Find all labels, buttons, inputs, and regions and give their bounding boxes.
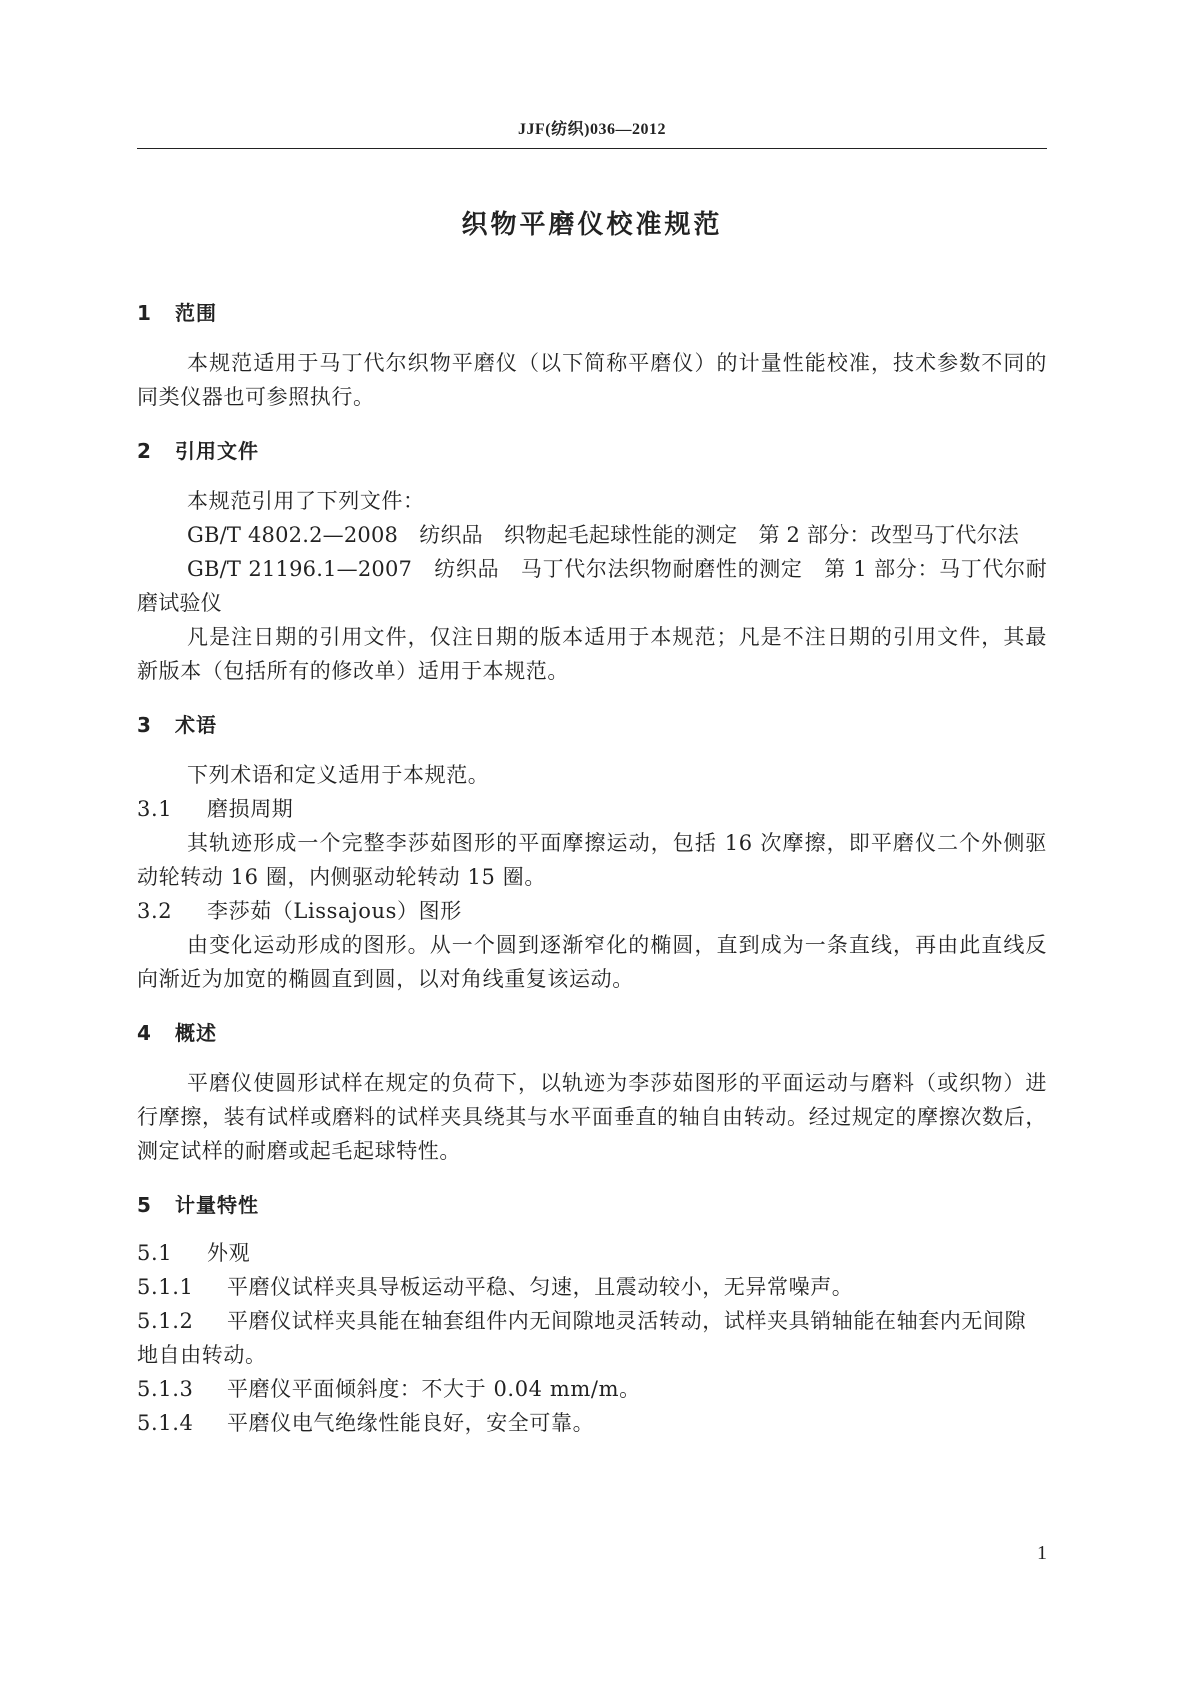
standard-code-header: JJF(纺织)036—2012 (518, 121, 666, 138)
term-title: 李莎茹（Lissajous）图形 (207, 899, 462, 923)
clause-5-1-1 (137, 1270, 1047, 1304)
section-title: 术语 (175, 713, 217, 737)
term-3-1-heading (137, 792, 1047, 826)
section-1-heading (137, 296, 1047, 330)
scope-paragraph: 本规范适用于马丁代尔织物平磨仪（以下简称平磨仪）的计量性能校准，技术参数不同的同类仪器也可参照执行。 (137, 351, 1047, 409)
clause-number: 5.1 (137, 1241, 173, 1265)
section-number: 4 (137, 1021, 152, 1045)
clause-text: 平磨仪电气绝缘性能良好，安全可靠。 (227, 1411, 595, 1435)
references-intro: 本规范引用了下列文件： (187, 489, 425, 513)
section-title: 概述 (175, 1021, 217, 1045)
clause-5-1-3 (137, 1372, 1047, 1406)
clause-5-1-4 (137, 1406, 1047, 1440)
section-number: 5 (137, 1193, 152, 1217)
term-3-1-definition: 其轨迹形成一个完整李莎茹图形的平面摩擦运动，包括 16 次摩擦，即平磨仪二个外侧驱动轮转动 16 圈，内侧驱动轮转动 15 圈。 (137, 831, 1047, 889)
section-4-heading (137, 1016, 1047, 1050)
term-3-2-definition: 由变化运动形成的图形。从一个圆到逐渐窄化的椭圆，直到成为一条直线，再由此直线反向渐近为加宽的椭圆直到圆，以对角线重复该运动。 (137, 933, 1047, 991)
clause-number: 3.1 (137, 797, 173, 821)
section-5-heading (137, 1188, 1047, 1222)
section-number: 3 (137, 713, 152, 737)
clause-text: 平磨仪试样夹具能在轴套组件内无间隙地灵活转动，试样夹具销轴能在轴套内无间隙地自由转动。 (137, 1309, 1027, 1367)
document-title: 织物平磨仪校准规范 (461, 210, 723, 240)
header-rule (137, 148, 1047, 149)
page-number: 1 (1037, 1542, 1047, 1564)
clause-title: 外观 (207, 1241, 251, 1265)
clause-5-1-2 (137, 1304, 1047, 1372)
reference-gb-t-4802-2: GB/T 4802.2—2008 纺织品 织物起毛起球性能的测定 第 2 部分：改型马丁代尔法 (187, 523, 1019, 547)
document-body (137, 296, 1047, 1440)
references-note: 凡是注日期的引用文件，仅注日期的版本适用于本规范；凡是不注日期的引用文件，其最新版本（包括所有的修改单）适用于本规范。 (137, 625, 1047, 683)
clause-number: 5.1.3 (137, 1377, 194, 1401)
clause-number: 5.1.4 (137, 1411, 194, 1435)
clause-number: 3.2 (137, 899, 173, 923)
section-number: 1 (137, 301, 152, 325)
overview-paragraph: 平磨仪使圆形试样在规定的负荷下，以轨迹为李莎茹图形的平面运动与磨料（或织物）进行摩擦，装有试样或磨料的试样夹具绕其与水平面垂直的轴自由转动。经过规定的摩擦次数后，测定试样的耐磨或起毛起球特性。 (137, 1071, 1047, 1163)
term-title: 磨损周期 (207, 797, 294, 821)
section-number: 2 (137, 439, 152, 463)
clause-text: 平磨仪试样夹具导板运动平稳、匀速，且震动较小，无异常噪声。 (227, 1275, 854, 1299)
term-3-2-heading (137, 894, 1047, 928)
section-title: 引用文件 (175, 439, 259, 463)
section-title: 计量特性 (175, 1193, 259, 1217)
clause-5-1-heading (137, 1236, 1047, 1270)
section-2-heading (137, 434, 1047, 468)
clause-text: 平磨仪平面倾斜度：不大于 0.04 mm/m。 (227, 1377, 641, 1401)
reference-gb-t-21196-1: GB/T 21196.1—2007 纺织品 马丁代尔法织物耐磨性的测定 第 1 部分：马丁代尔耐磨试验仪 (137, 557, 1047, 615)
terms-intro: 下列术语和定义适用于本规范。 (187, 763, 490, 787)
section-3-heading (137, 708, 1047, 742)
clause-number: 5.1.2 (137, 1309, 194, 1333)
clause-number: 5.1.1 (137, 1275, 194, 1299)
section-title: 范围 (175, 301, 217, 325)
